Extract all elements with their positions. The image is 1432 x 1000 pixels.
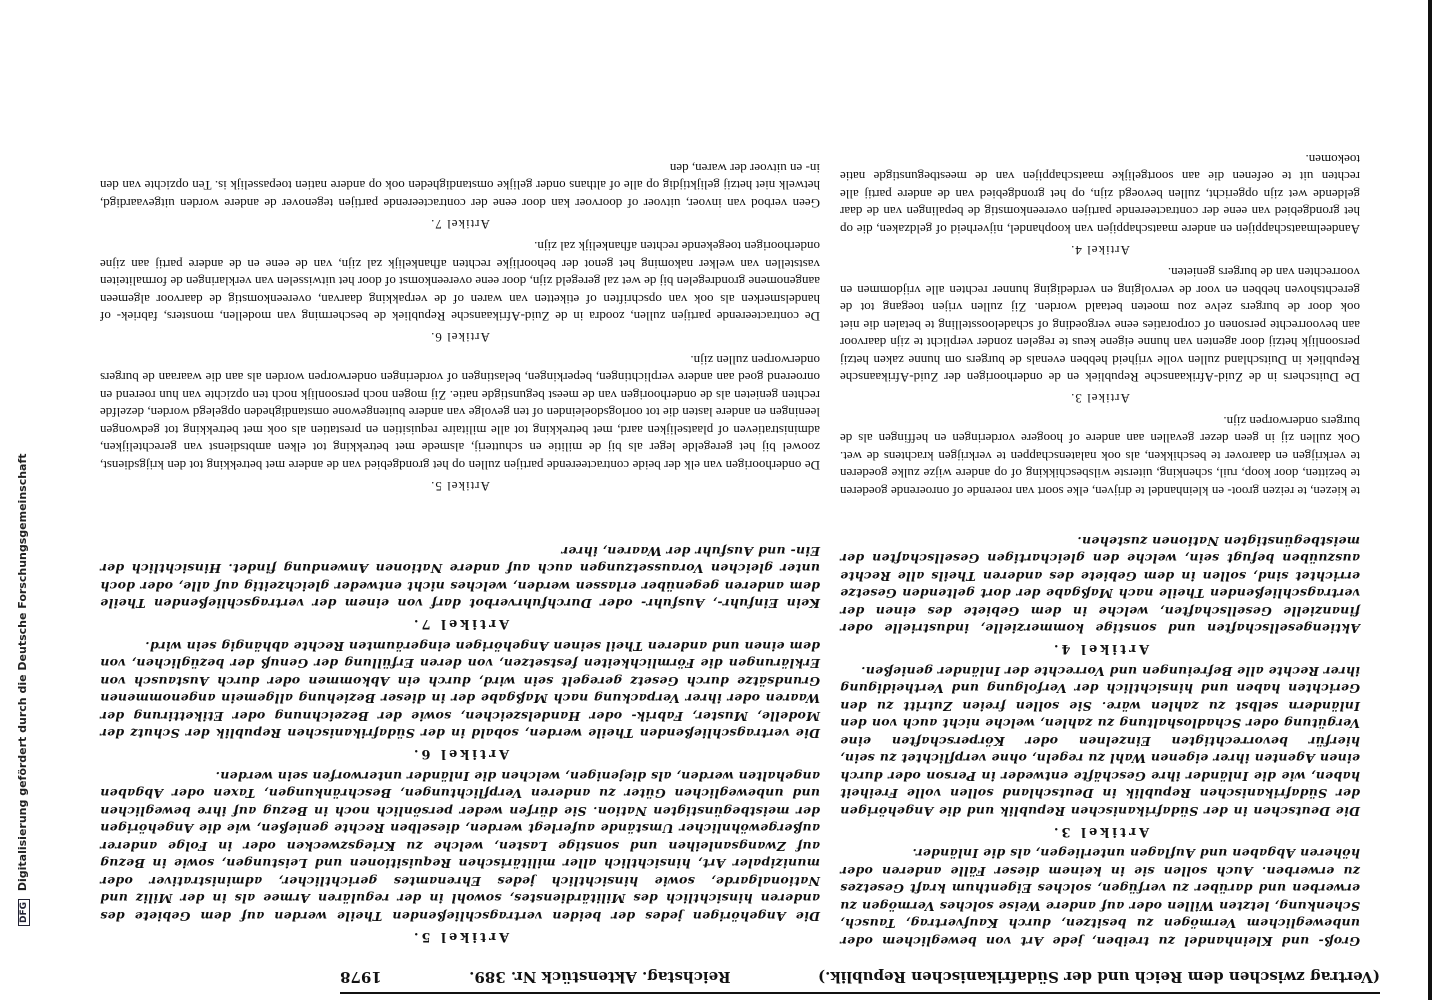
header-left-title: Reichstag. Aktenstück Nr. 389. — [469, 968, 731, 986]
dutch-article-3-text: De Duitschers in de Zuid-Afrikaansche Republiek en de onderhoorigen der Zuid-Afrikaansche Republiek in Duitschland zullen volle vrijheid hebben evenals de burgers om hunne zaken hetzij persoonlijk hetzij door agenten van hunne eigene keus te regelen zonder verplicht te zijn daarvoor aan bevoorrechte personen of corporaties eene vergoeding of schadeloosstelling te betalen die niet ook door de burgers zelve zou moeten betaald worden. Zij zullen vrijen toegang tot de gerechtshoven hebben en voor de vervolging en verdediging hunner rechten alle vrijdommen en voorrechten van de burgers genieten. — [840, 265, 1360, 386]
dutch-column-top — [840, 40, 1360, 500]
dutch-article-7-text: Geen verbod van invoer, uitvoer of doorvoer kan door eene der contracteerende partijen tegenover de andere worden uitgevaardigd, hetwelk niet hetzij gelijktijdig op alle of althans onder gelijke omstandigheden ook op andere natien toepasselijk is. Ten opzichte van den in- en uitvoer der waren, den — [100, 161, 820, 211]
header-right-title: (Vertrag zwischen dem Reich und der Südafrikanischen Republik.) — [818, 968, 1380, 986]
dutch-article-7-title: Artikel 7. — [430, 217, 490, 232]
dutch-article-5-text: De onderhoorigen van elk der beide contracteerende partijen zullen op het grondgebied van de andere met betrekking tot den krijgsdienst, zoowel bij het geregelde leger als bij de militie en schutterij, alsmede met betrekking tot elken ambtsdienst van gerechtelijken, administratieven of plaatselijken aard, met betrekking tot alle militaire requisitien en prestatien als ook met betrekking tot gedwongen leeningen en andere lasten die tot oorlogsdoeleinden of ten gevolge van andere buitengewone omstandigheden opgelegd worden, dezelfde rechten genieten als de onderhoorigen van de meest begunstigde natie. Zij mogen noch persoonlijk noch ten opzichte van hun roerend en onroerend goed aan andere verplichtingen, beperkingen, belastingen of vorderingen onderworpen worden als aan die waaraan de burgers onderworpen zullen zijn. — [100, 353, 820, 473]
dutch-column-bottom — [100, 40, 820, 500]
dutch-article-5-title: Artikel 5. — [430, 479, 490, 494]
german-column-bottom — [100, 520, 820, 950]
dutch-article-6-text: De contracteerende partijen zullen, zoodra in de Zuid-Afrikaansche Republiek de bescherming van modellen, monsters, fabriek- of handelsmerken als ook van opschriften of etiketten van waren of de verpakking daarvan, overeenkomstig de daarvoor algemeen aangenomene grondregelen bij de wet zal geregeld zijn, door eene overeenkomst of door het uitwisselen van verklaringen de formaliteiten vaststellen van welker nakoming het genot der behoorlijke rechten afhankelijk zal zijn, van de eene en de andere partij aan zijne onderhoorigen toegekende rechten afhankelijk zal zijn. — [100, 239, 820, 325]
page-spine — [14, 0, 28, 1000]
german-article-4-text: Aktiengesellschaften und sonstige kommerzielle, industrielle oder finanzielle Gesellschaften, welche in dem Gebiete des einen der vertragschließenden Theile nach Maßgabe der dort geltenden Gesetze errichtet sind, sollen in dem Gebiete des anderen Theils alle Rechte auszuüben befugt sein, welche den gleichartigen Gesellschaften der meistbegünstigten Nationen zustehen. — [840, 534, 1360, 637]
dutch-article-6-title: Artikel 6. — [430, 330, 490, 346]
page-number: 1978 — [340, 968, 382, 986]
rotated-page-content — [40, 0, 1432, 1000]
dutch-article-3-title: Artikel 3. — [1070, 391, 1130, 407]
page-header — [340, 960, 1380, 994]
page-edge — [1428, 0, 1432, 1000]
watermark-text: Digitalisierung gefördert durch die Deutsche Forschungsgemeinschaft — [16, 453, 29, 892]
dutch-article-4-text: Aandeelmaatschappijen en andere maatschappijen van koophandel, nijverheid of geldzaken, die op het grondgebied van eene der contracteerende partijen overeenkomstig de bepalingen van de daar geldende wet zijn opgericht, zullen bevoegd zijn, op het grondgebied van de andere partij alle rechten uit te oefenen die aan soortgelijke maatschappijen van de meestbegunstigde natie toekomen. — [840, 152, 1360, 237]
dfg-watermark — [16, 0, 30, 1000]
german-article-3-title: Artikel 3. — [1050, 824, 1150, 839]
header-rule — [340, 992, 1380, 994]
dfg-logo: DFG — [18, 899, 30, 926]
german-article-6-text: Die vertragschließenden Theile werden, sobald in der Südafrikanischen Republik der Schutz der Modelle, Muster, Fabrik- oder Handelszeichen, sowie der Bezeichnung oder Etikettirung der Waaren oder ihrer Verpackung nach Maßgabe der in dieser Beziehung allgemein angenommenen Grundsätze durch Gesetz geregelt sein wird, durch ein Abkommen oder durch Austausch von Erklärungen die Förmlichkeiten festsetzen, von deren Erfüllung der Genuß der bezüglichen, von dem einen und anderen Theil seinen Angehörigen eingeräumten Rechte abhängig sein wird. — [100, 639, 820, 742]
dutch-intro: te kiezen, te reizen groot- en kleinhandel te drijven, elke soort van roerende of onroerende goederen te bezitten, door koop, ruil, schenking, uiterste wilsbeschikking of op andere wijze zulke goederen te verkrijgen en daarover te beschikken, als ook nalatenschappen te verkrijgen krachtens de wet. Ook zullen zij in geen dezer gevallen aan andere of hoogere vorderingen en heffingen als de burgers onderworpen zijn. — [840, 414, 1360, 499]
german-article-5-text: Die Angehörigen jedes der beiden vertragschließenden Theile werden auf dem Gebiete des anderen hinsichtlich des Militärdienstes, sowohl in der regulären Armee als in der Miliz und Nationalgarde, sowie hinsichtlich jedes Ehrenamtes gerichtlicher, administrativer oder munizipaler Art, hinsichtlich aller militärischen Requisitionen und Leistungen, sowie in Bezug auf Zwangsanleihen und sonstige Lasten, welche zu Kriegszwecken oder in Folge anderer außergewöhnlicher Umstände auferlegt werden, dieselben Rechte genießen, wie die Angehörigen der meistbegünstigten Nation. Sie dürfen weder persönlich noch in Bezug auf ihre beweglichen und unbeweglichen Güter zu anderen Verpflichtungen, Beschränkungen, Taxen oder Abgaben angehalten werden, als diejenigen, welchen die Inländer unterworfen sein werden. — [100, 769, 820, 924]
german-article-6-title: Artikel 6. — [410, 746, 510, 762]
german-column-top — [840, 520, 1360, 950]
german-intro: Groß- und Kleinhandel zu treiben, jede Art von beweglichem oder unbeweglichem Vermögen zu besitzen, durch Kaufvertrag, Tausch, Schenkung, letzten Willen oder auf andere Weise solches Vermögen zu erwerben und darüber zu verfügen, solches Eigenthum kraft Gesetzes zu erwerben. Auch sollen sie in keinem dieser Fälle anderen oder höheren Abgaben und Auflagen unterliegen, als die Inländer. — [840, 846, 1360, 949]
german-article-3-text: Die Deutschen in der Südafrikanischen Republik und die Angehörigen der Südafrikanischen Republik in Deutschland sollen volle Freiheit haben, wie die Inländer ihre Geschäfte entweder in Person oder durch einen Agenten ihrer eigenen Wahl zu regeln, ohne verpflichtet zu sein, hierfür bevorrechtigten Einzelnen oder Körperschaften eine Vergütung oder Schadloshaltung zu zahlen, welche nicht auch von den Inländern selbst zu zahlen wäre. Sie sollen freien Zutritt zu den Gerichten haben und hinsichtlich der Verfolgung und Vertheidigung ihrer Rechte alle Befreiungen und Vorrechte der Inländer genießen. — [840, 664, 1360, 819]
dutch-article-4-title: Artikel 4. — [1070, 243, 1130, 258]
german-article-5-title: Artikel 5. — [410, 929, 510, 944]
german-article-4-title: Artikel 4. — [1050, 641, 1150, 657]
german-article-7-text: Kein Einfuhr-, Ausfuhr- oder Durchfuhrverbot darf von einem der vertragschließenden Theile dem anderen gegenüber erlassen werden, welches nicht entweder gleichzeitig auf alle, oder doch unter gleichen Voraussetzungen auch auf andere Nationen Anwendung findet. Hinsichtlich der Ein- und Ausfuhr der Waaren, ihrer — [100, 544, 820, 612]
german-article-7-title: Artikel 7. — [410, 616, 510, 632]
